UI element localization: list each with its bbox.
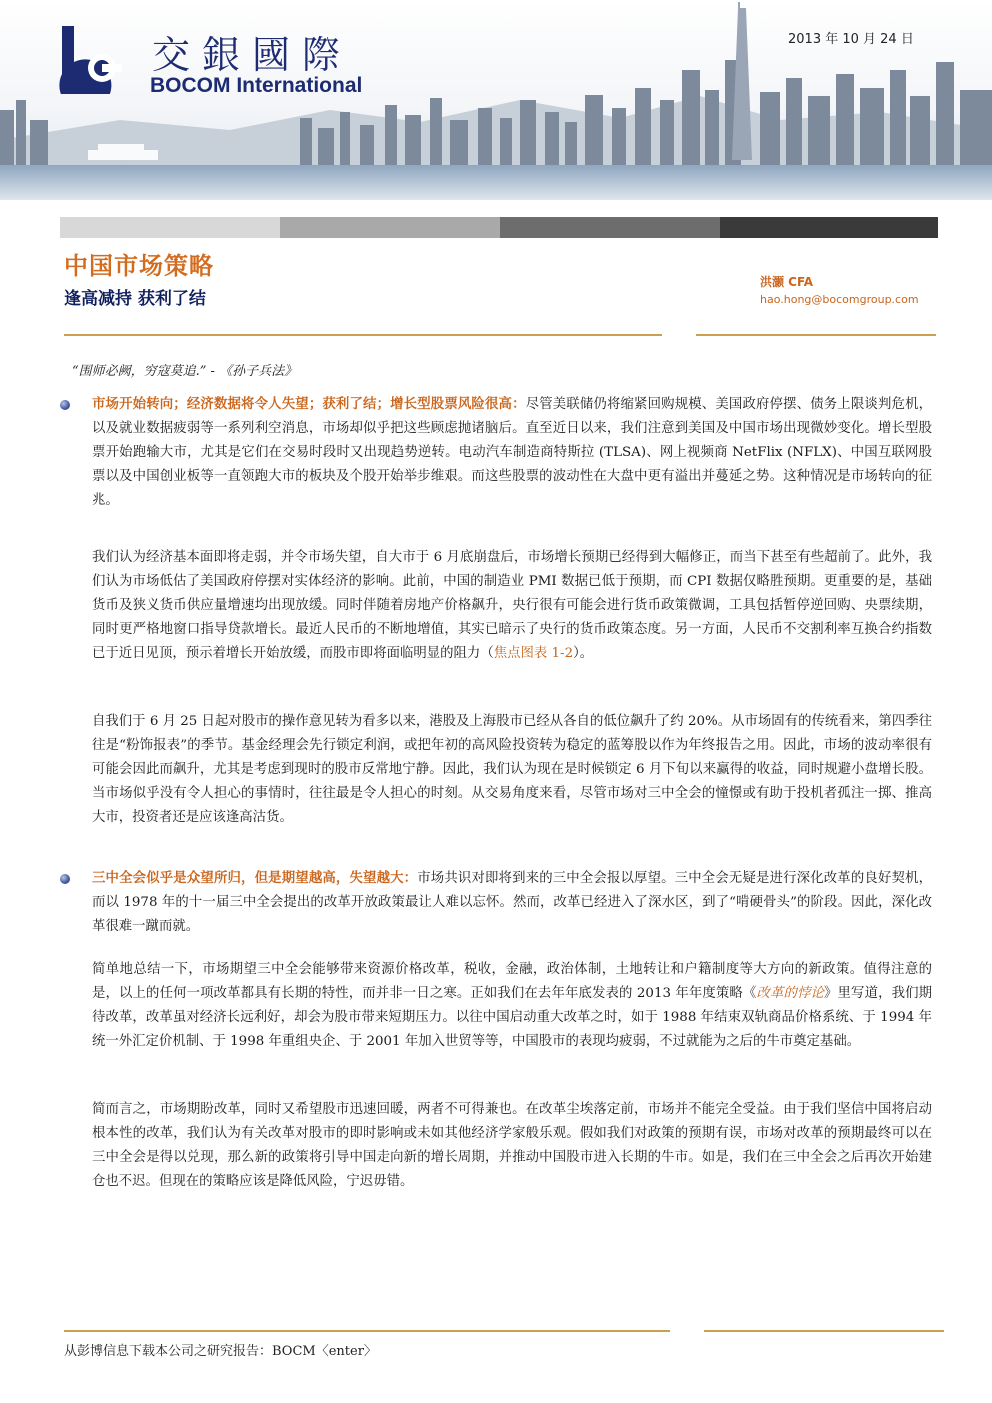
paragraph-text: 尽管美联储仍将缩紧回购规模、美国政府停摆、债务上限谈判危机，以及就业数据疲弱等一系列利空消息，市场却似乎把这些顾虑抛诸脑后。直至近日以来，我们注意到美国及中国市场出现微妙变化。增长型股票开始跑输大市，尤其是它们在交易时段时又出现趋势逆转。电动汽车制造商特斯拉 (TLSA)、网上视频商 NetFlix (NFLX)、中国互联网股票以及中国创业板等一直领跑大市的板块及个股开始举步维艰。而这些股票的波动性在大盘中更有溢出并蔓延之势。这种情况是市场转向的征兆。	[92, 397, 933, 508]
chart-reference-link[interactable]: 焦点图表 1-2	[493, 646, 574, 661]
paragraph-third-plenum	[92, 866, 932, 939]
paragraph-text: 我们认为经济基本面即将走弱，并令市场失望，自大市于 6 月底崩盘后，市场增长预期已经得到大幅修正，而当下甚至有些超前了。此外，我们认为市场低估了美国政府停摆对实体经济的影响。此前，中国的制造业 PMI 数据已低于预期，而 CPI 数据仅略胜预期。更重要的是，基础货币及狭义货币供应量增速均出现放缓。同时伴随着房地产价格飙升，央行很有可能会进行货币政策微调，工具包括暂停逆回购、央票续期，同时更严格地窗口指导贷款增长。最近人民币的不断地增值，其实已暗示了央行的货币政策态度。另一方面，人民币不交割利率互换合约指数已于近日见顶，预示着增长开始放缓，而股市即将面临明显的阻力（	[92, 550, 932, 661]
bocom-logo-icon	[58, 22, 140, 94]
paragraph-reform-summary	[92, 958, 932, 1054]
paragraph-text: 》里写道，我们期待改革，改革虽对经济长远利好，却会为股市带来短期压力。以往中国启动重大改革之时，如于 1988 年结束双轨商品价格系统、于 1994 年统一外汇定价机制、于 1998 年重组央企、于 2001 年加入世贸等等，中国股市的表现均疲弱，不过就能为之后的牛市奠定基础。	[92, 986, 933, 1049]
title-rule-right	[696, 334, 936, 336]
header-stripe-darkest	[720, 217, 938, 238]
footer-bloomberg-note: 从彭博信息下载本公司之研究报告：BOCM〈enter〉	[64, 1344, 377, 1359]
report-date: 2013 年 10 月 24 日	[788, 32, 914, 47]
paragraph-fundamentals	[92, 546, 932, 666]
author-email: hao.hong@bocomgroup.com	[760, 293, 919, 306]
paragraph-highlight: 市场开始转向；经济数据将令人失望；获利了结；增长型股票风险很高：	[92, 396, 526, 412]
logo-english-name: BOCOM International	[150, 74, 363, 97]
report-subtitle: 逢高减持 获利了结	[64, 289, 206, 309]
epigraph-quote: “围师必阙，穷寇莫追.” - 《孙子兵法》	[72, 364, 298, 379]
footer-rule-left	[64, 1330, 670, 1332]
header-stripe-mid	[280, 217, 500, 238]
paragraph-highlight: 三中全会似乎是众望所归，但是期望越高，失望越大：	[92, 870, 418, 886]
paragraph-lock-profits	[92, 710, 932, 830]
logo-chinese-name: 交銀國際	[152, 33, 353, 77]
paragraph-text: 自我们于 6 月 25 日起对股市的操作意见转为看多以来，港股及上海股市已经从各自的低位飙升了约 20%。从市场固有的传统看来，第四季往往是“粉饰报表”的季节。基金经理会先行锁定利润，或把年初的高风险投资转为稳定的蓝筹股以作为年终报告之用。因此，市场的波动率很有可能会因此而飙升，尤其是考虑到现时的股市反常地宁静。因此，我们认为现在是时候锁定 6 月下旬以来赢得的收益，同时规避小盘增长股。当市场似乎没有令人担心的事情时，往往最是令人担心的时刻。从交易角度来看，尽管市场对三中全会的憧憬或有助于投机者孤注一掷、推高大市，投资者还是应该逢高沽货。	[92, 714, 932, 825]
paragraph-text: 简而言之，市场期盼改革，同时又希望股市迅速回暖，两者不可得兼也。在改革尘埃落定前，市场并不能完全受益。由于我们坚信中国将启动根本性的改革，我们认为有关改革对股市的即时影响或未如其他经济学家般乐观。假如我们对政策的预期有误，市场对改革的预期最终可以在三中全会是得以兑现，那么新的政策将引导中国走向新的增长周期，并推动中国股市进入长期的牛市。如是，我们在三中全会之后再次开始建仓也不迟。但现在的策略应该是降低风险，宁迟毋错。	[92, 1102, 932, 1189]
report-reference-link[interactable]: 改革的悖论	[756, 986, 825, 1001]
paragraph-text: 简单地总结一下，市场期望三中全会能够带来资源价格改革，税收，金融，政治体制，土地转让和户籍制度等大方向的新政策。值得注意的是，以上的任何一项改革都具有长期的特性，而并非一日之寒。正如我们在去年年底发表的 2013 年年度策略《	[92, 962, 932, 1001]
paragraph-text: ）。	[573, 646, 594, 661]
header-stripe-dark	[500, 217, 720, 238]
header-stripe-light	[60, 217, 280, 238]
title-rule-left	[64, 334, 662, 336]
report-title: 中国市场策略	[64, 251, 214, 280]
author-name: 洪灏 CFA	[760, 275, 814, 289]
paragraph-text: 市场共识对即将到来的三中全会报以厚望。三中全会无疑是进行深化改革的良好契机，而以 1978 年的十一届三中全会提出的改革开放政策最让人难以忘怀。然而，改革已经进入了深水区，到了“啃硬骨头”的阶段。因此，深化改革很难一蹴而就。	[92, 871, 933, 934]
bullet-icon	[60, 874, 70, 884]
footer-rule-right	[704, 1330, 944, 1332]
paragraph-market-turning	[92, 392, 932, 513]
paragraph-conclusion	[92, 1098, 932, 1194]
bullet-icon	[60, 400, 70, 410]
